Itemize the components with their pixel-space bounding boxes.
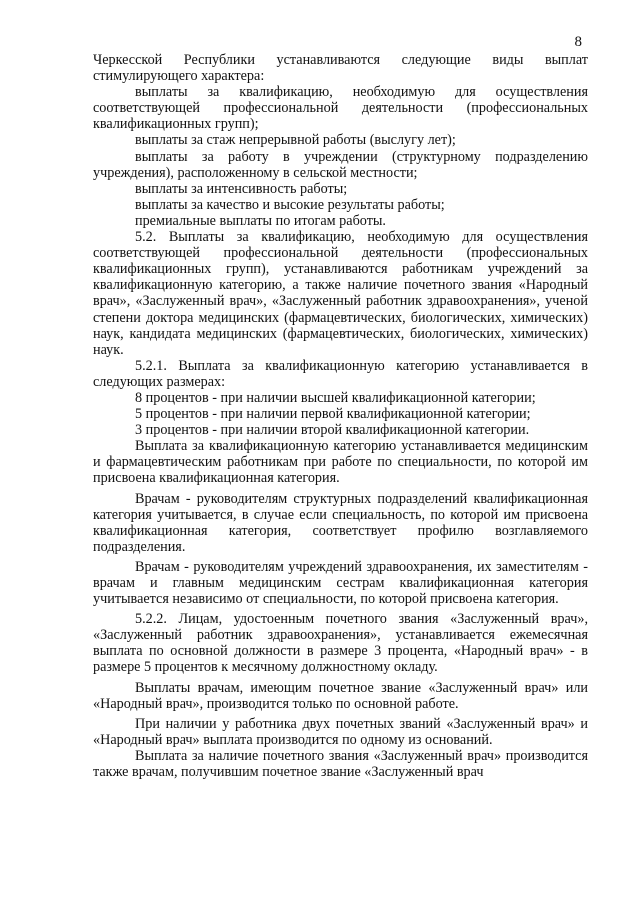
paragraph: выплаты за работу в учреждении (структурному подразделению учреждения), расположенному в сельской местности;: [93, 148, 588, 181]
paragraph: Выплата за квалификационную категорию устанавливается медицинским и фармацевтическим работникам при работе по специальности, по которой им присвоена квалификационная категория.: [93, 438, 588, 487]
document-body: [93, 52, 588, 780]
paragraph: При наличии у работника двух почетных званий «Заслуженный врач» и «Народный врач» выплата производится по одному из оснований.: [93, 715, 588, 748]
page-number: 8: [574, 34, 582, 50]
paragraph: 5.2.2. Лицам, удостоенным почетного звания «Заслуженный врач», «Заслуженный работник здравоохранения», устанавливается ежемесячная выплата по основной должности в размере 3 процента, «Народный врач» - в размере 5 процентов к месячному должностному окладу.: [93, 611, 588, 676]
paragraph: Выплаты врачам, имеющим почетное звание «Заслуженный врач» или «Народный врач», производится только по основной работе.: [93, 679, 588, 712]
paragraph: 5 процентов - при наличии первой квалификационной категории;: [135, 406, 531, 423]
paragraph: 8 процентов - при наличии высшей квалификационной категории;: [135, 389, 536, 406]
paragraph: выплаты за качество и высокие результаты работы;: [135, 196, 445, 213]
paragraph: Врачам - руководителям структурных подразделений квалификационная категория учитывается, в случае если специальность, по которой им присвоена квалификационная категория, соответствует профилю возглавляемого подразделения.: [93, 490, 588, 555]
paragraph: 5.2. Выплаты за квалификацию, необходимую для осуществления соответствующей профессиональной деятельности (профессиональных квалификационных групп), устанавливаются работникам учреждений за квалификационную категорию, а также наличие почетного звания «Народный врач», «Заслуженный врач», «Заслуженный работник здравоохранения», ученой степени доктора медицинских (фармацевтических, биологических, химических) наук, кандидата медицинских (фармацевтических, биологических, химических) наук.: [93, 229, 588, 358]
paragraph: 5.2.1. Выплата за квалификационную категорию устанавливается в следующих размерах:: [93, 357, 588, 390]
paragraph: выплаты за интенсивность работы;: [135, 180, 348, 197]
paragraph: премиальные выплаты по итогам работы.: [135, 212, 386, 229]
paragraph: выплаты за квалификацию, необходимую для осуществления соответствующей профессиональной деятельности (профессиональных квалификационных групп);: [93, 84, 588, 133]
paragraph: выплаты за стаж непрерывной работы (выслугу лет);: [135, 132, 456, 149]
paragraph: Выплата за наличие почетного звания «Заслуженный врач» производится также врачам, получившим почетное звание «Заслуженный врач: [93, 747, 588, 781]
paragraph: 3 процентов - при наличии второй квалификационной категории.: [135, 422, 530, 439]
paragraph: Врачам - руководителям учреждений здравоохранения, их заместителям - врачам и главным медицинским сестрам квалификационная категория учитывается независимо от специальности, по которой присвоена категория.: [93, 558, 588, 608]
paragraph: Черкесской Республики устанавливаются следующие виды выплат стимулирующего характера:: [93, 52, 588, 85]
